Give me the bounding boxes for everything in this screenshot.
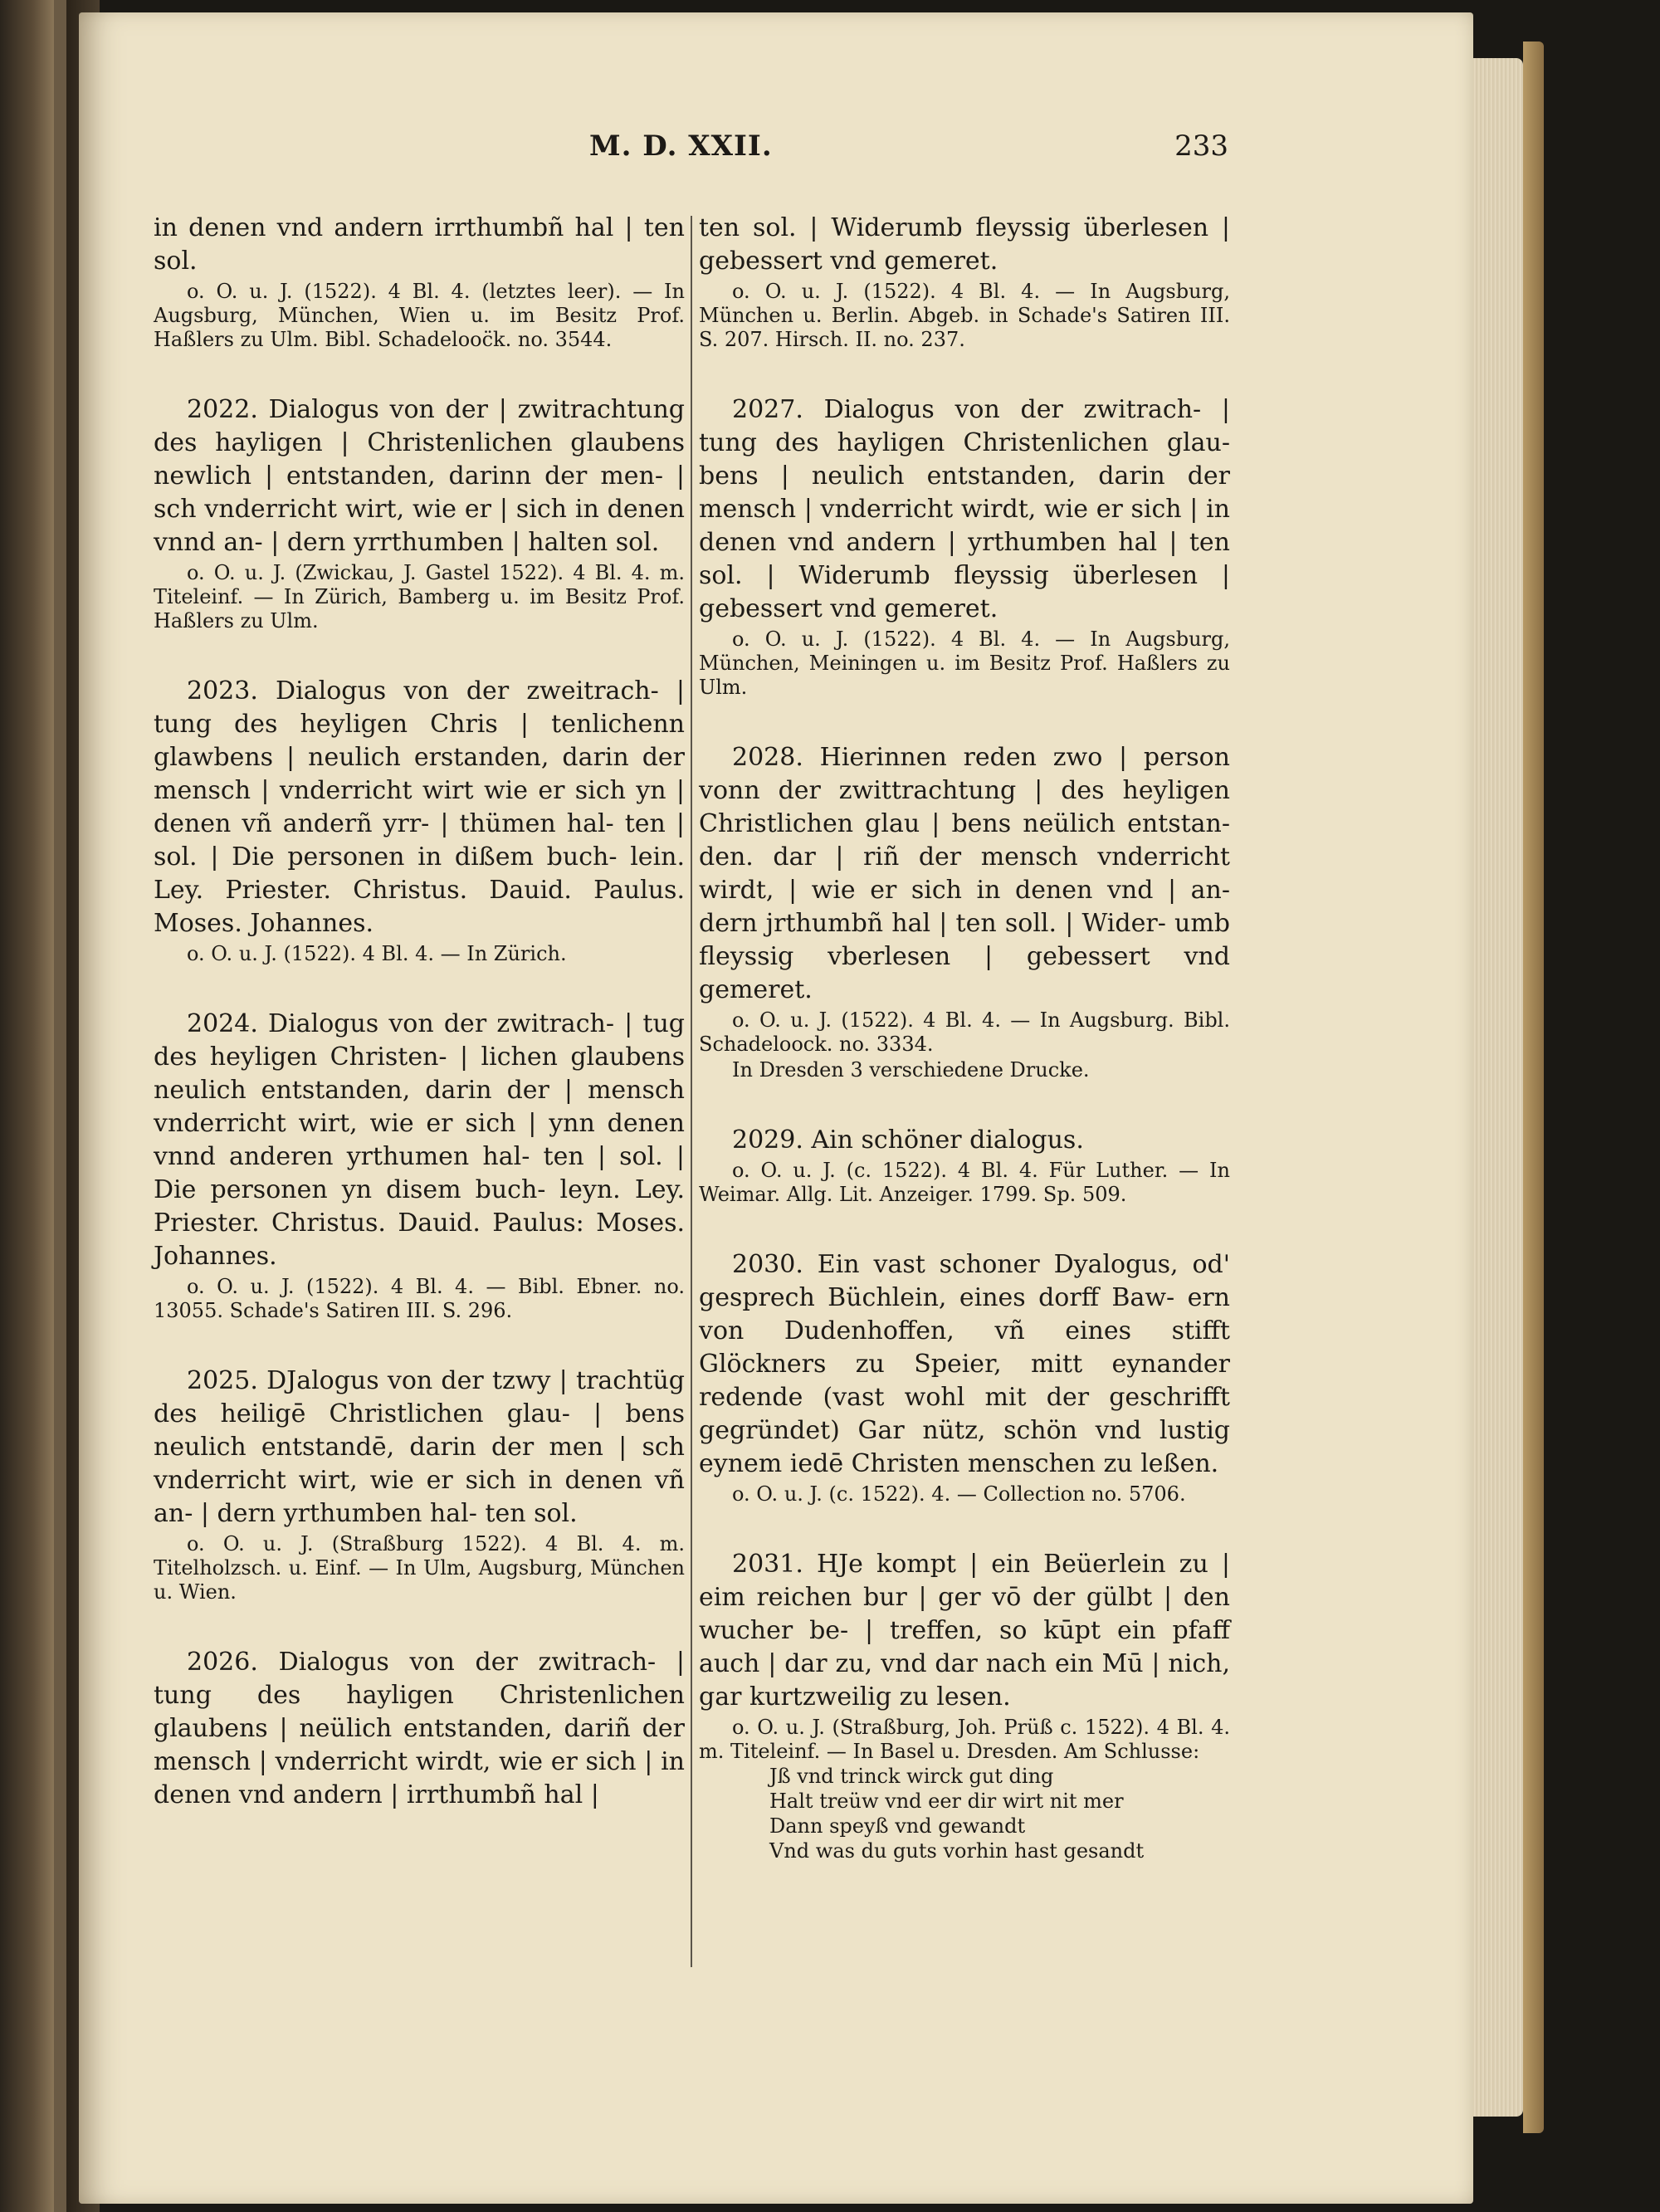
entry-text: 2025. DJalogus von der tzwy | trachtüg des heiligē Christlichen glau- | bens neulich entstandē, darin der men | sch vnderricht wirt, wie er sich in denen vñ an- | dern yrthumben hal- ten sol.: [154, 1366, 685, 1528]
entry-continued: [699, 212, 1230, 352]
entry-note: o. O. u. J. (c. 1522). 4. — Collection no. 5706.: [732, 1482, 1186, 1506]
entry-2025: [154, 1365, 685, 1604]
entry-note: o. O. u. J. (1522). 4 Bl. 4. — In Zürich.: [187, 942, 567, 965]
page-number: 233: [1174, 129, 1228, 163]
entry-note: o. O. u. J. (Zwickau, J. Gastel 1522). 4 Bl. 4. m. Titeleinf. — In Zürich, Bamberg u. im Besitz Prof. Haßlers zu Ulm.: [154, 561, 685, 632]
left-page-shadow: [0, 0, 54, 2212]
entry-2027: [699, 393, 1230, 700]
entry-2029: [699, 1124, 1230, 1207]
running-title: M. D. XXII.: [589, 129, 773, 163]
entry-text: 2030. Ein vast schoner Dyalogus, od' gesprech Büchlein, eines dorff Baw- ern von Dudenhoffen, vñ eines stifft Glöckners zu Speier, mitt eynander redende (vast wohl mit der geschrifft gegründet) Gar nütz, schön vnd lustig eynem iedē Christen menschen zu leßen.: [699, 1250, 1230, 1478]
entry-text: 2028. Hierinnen reden zwo | person vonn der zwittrachtung | des heyligen Christlichen glau | bens neülich entstan- den. dar | riñ der mensch vnderricht wirdt, | wie er sich in denen vnd | an- dern jrthumbñ hal | ten soll. | Wider- umb fleyssig vberlesen | gebessert vnd gemeret.: [699, 743, 1230, 1004]
entry-2022: [154, 393, 685, 633]
entry-text: ten sol. | Widerumb fleyssig überlesen | gebessert vnd gemeret.: [699, 213, 1230, 276]
entry-note: o. O. u. J. (1522). 4 Bl. 4. — In Augsburg. Bibl. Schadeloock. no. 3334.: [699, 1008, 1230, 1056]
entry-text: 2024. Dialogus von der zwitrach- | tug des heyligen Christen- | lichen glaubens neulich entstanden, darin der | mensch vnderricht wirt, wie er sich | ynn denen vnnd anderen yrthumen hal- ten | sol. | Die personen yn disem buch- leyn. Ley. Priester. Christus. Dauid. Paulus: Moses. Johannes.: [154, 1009, 685, 1271]
entry-continued: [154, 212, 685, 352]
entry-text: 2023. Dialogus von der zweitrach- | tung des heyligen Chris | tenlichenn glawbens | neulich erstanden, darin der mensch | vnderricht wirt wie er sich yn | denen vñ anderñ yrr- | thümen hal- ten | sol. | Die personen in dißem buch- lein. Ley. Priester. Christus. Dauid. Paulus. Moses. Johannes.: [154, 676, 685, 938]
entry-text: in denen vnd andern irrthumbñ hal | ten sol.: [154, 213, 685, 276]
verse-line: Dann speyß vnd gewandt: [769, 1814, 1026, 1838]
entry-note: o. O. u. J. (1522). 4 Bl. 4. (letztes leer). — In Augsburg, München, Wien u. im Besitz Prof. Haßlers zu Ulm. Bibl. Schadelooc̈k. no. 3544.: [154, 280, 685, 351]
entry-2030: [699, 1248, 1230, 1506]
entry-2028: [699, 741, 1230, 1082]
entry-note: o. O. u. J. (c. 1522). 4 Bl. 4. Für Luther. — In Weimar. Allg. Lit. Anzeiger. 1799. Sp. 509.: [699, 1159, 1230, 1206]
entry-note: o. O. u. J. (Straßburg 1522). 4 Bl. 4. m. Titelholzsch. u. Einf. — In Ulm, Augsburg, München u. Wien.: [154, 1532, 685, 1604]
entry-2024: [154, 1008, 685, 1323]
left-column: [154, 212, 685, 1812]
entry-text: 2029. Ain schöner dialogus.: [732, 1126, 1084, 1155]
entry-note: o. O. u. J. (1522). 4 Bl. 4. — In Augsburg, München u. Berlin. Abgeb. in Schade's Satiren III. S. 207. Hirsch. II. no. 237.: [699, 280, 1230, 351]
verse-line: Jß vnd trinck wirck gut ding: [769, 1765, 1054, 1788]
page-header: [149, 129, 1228, 171]
entry-text: 2027. Dialogus von der zwitrach- | tung des hayligen Christenlichen glau- bens | neulich entstanden, darin der mensch | vnderricht wirdt, wie er sich | in denen vnd andern | yrthumben hal | ten sol. | Widerumb fleyssig überlesen | gebessert vnd gemeret.: [699, 395, 1230, 623]
entry-2031: [699, 1548, 1230, 1863]
verse-line: Halt treüw vnd eer dir wirt nit mer: [769, 1790, 1124, 1813]
right-column: [699, 212, 1230, 1863]
column-divider: [691, 216, 692, 1967]
entry-note: o. O. u. J. (1522). 4 Bl. 4. — In Augsburg, München, Meiningen u. im Besitz Prof. Haßlers zu Ulm.: [699, 627, 1230, 699]
entry-text: 2022. Dialogus von der | zwitrachtung des hayligen | Christenlichen glaubens newlich | entstanden, darinn der men- | sch vnderricht wirt, wie er | sich in denen vnnd an- | dern yrrthumben | halten sol.: [154, 395, 685, 557]
entry-text: 2026. Dialogus von der zwitrach- | tung des hayligen Christenlichen glaubens | neülich entstanden, dariñ der mensch | vnderricht wirdt, wie er sich | in denen vnd andern | irrthumbñ hal |: [154, 1648, 685, 1809]
entry-2026: [154, 1646, 685, 1812]
entry-note-extra: In Dresden 3 verschiedene Drucke.: [732, 1058, 1090, 1082]
book-cover-edge: [1523, 42, 1544, 2133]
entry-note: o. O. u. J. (1522). 4 Bl. 4. — Bibl. Ebner. no. 13055. Schade's Satiren III. S. 296.: [154, 1275, 685, 1322]
entry-text: 2031. HJe kompt | ein Beüerlein zu | eim reichen bur | ger vō der gülbt | den wucher be- | treffen, so kūpt ein pfaff auch | dar zu, vnd dar nach ein Mū | nich, gar kurtzweilig zu lesen.: [699, 1550, 1230, 1711]
entry-note: o. O. u. J. (Straßburg, Joh. Prüß c. 1522). 4 Bl. 4. m. Titeleinf. — In Basel u. Dresden. Am Schlusse:: [699, 1716, 1230, 1763]
verse-line: Vnd was du guts vorhin hast gesandt: [769, 1839, 1145, 1863]
entry-2023: [154, 675, 685, 966]
